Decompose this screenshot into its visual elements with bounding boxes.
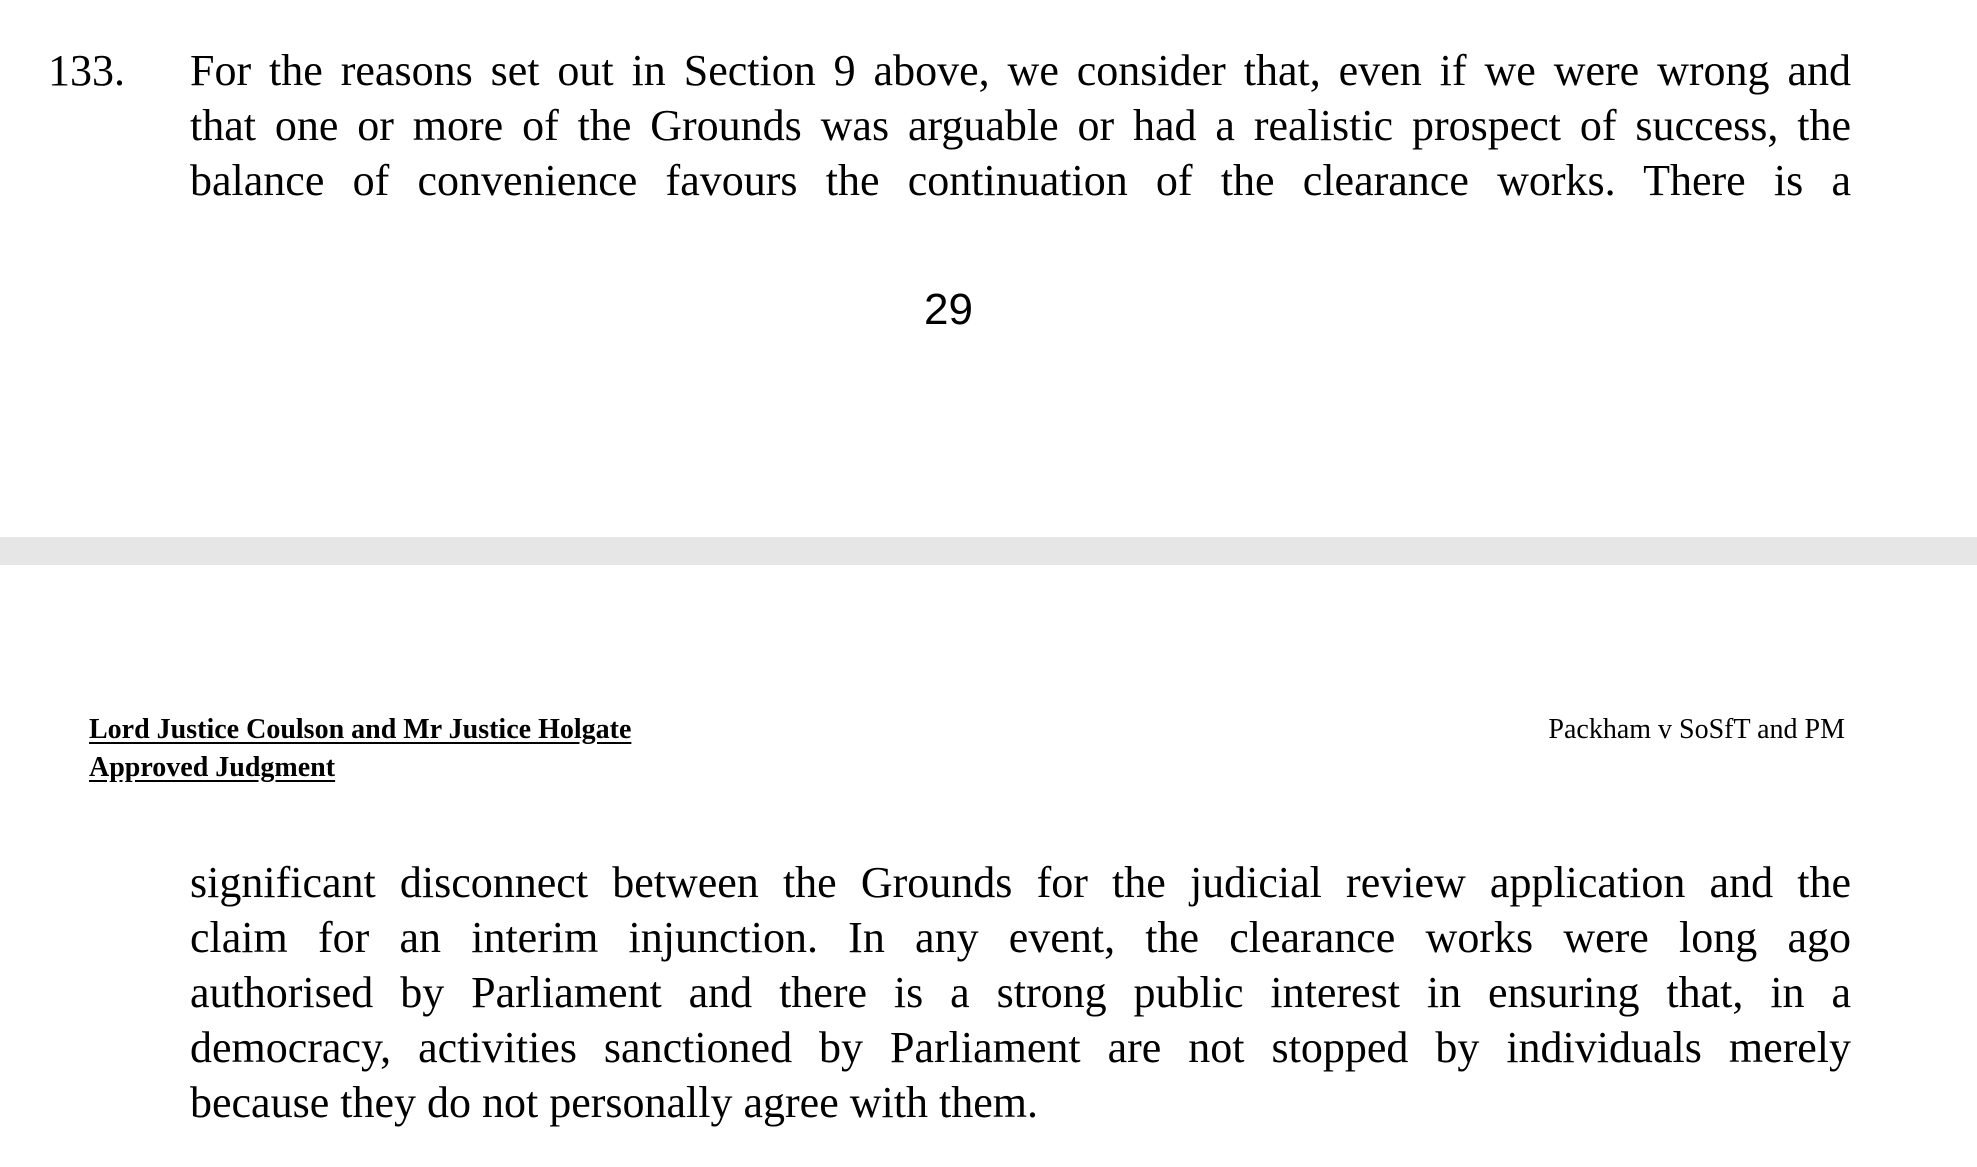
page-separator [0,537,1977,565]
paragraph-line: balance of convenience favours the continuation of the clearance works. There is a [190,156,1851,205]
paragraph-line: democracy, activities sanctioned by Parliament are not stopped by individuals merely [190,1023,1851,1072]
paragraph-133-part-2 [190,855,1851,1130]
running-header-case-name: Packham v SoSfT and PM [1548,714,1845,745]
header-judges-line: Lord Justice Coulson and Mr Justice Holgate [89,714,632,745]
paragraph-line: because they do not personally agree with them. [190,1078,1038,1127]
paragraph-line: that one or more of the Grounds was arguable or had a realistic prospect of success, the [190,101,1851,150]
paragraph-number: 133. [48,46,125,95]
header-approved-judgment: Approved Judgment [89,752,336,783]
page-top [0,0,1977,537]
page-number: 29 [924,285,973,334]
paragraph-line: claim for an interim injunction. In any event, the clearance works were long ago [190,913,1851,962]
running-header-judges [89,711,631,787]
page-bottom [0,565,1977,1167]
paragraph-133-part-1 [190,43,1851,208]
paragraph-line: significant disconnect between the Grounds for the judicial review application and the [190,858,1851,907]
paragraph-line: authorised by Parliament and there is a strong public interest in ensuring that, in a [190,968,1851,1017]
paragraph-line: For the reasons set out in Section 9 above, we consider that, even if we were wrong and [190,46,1851,95]
